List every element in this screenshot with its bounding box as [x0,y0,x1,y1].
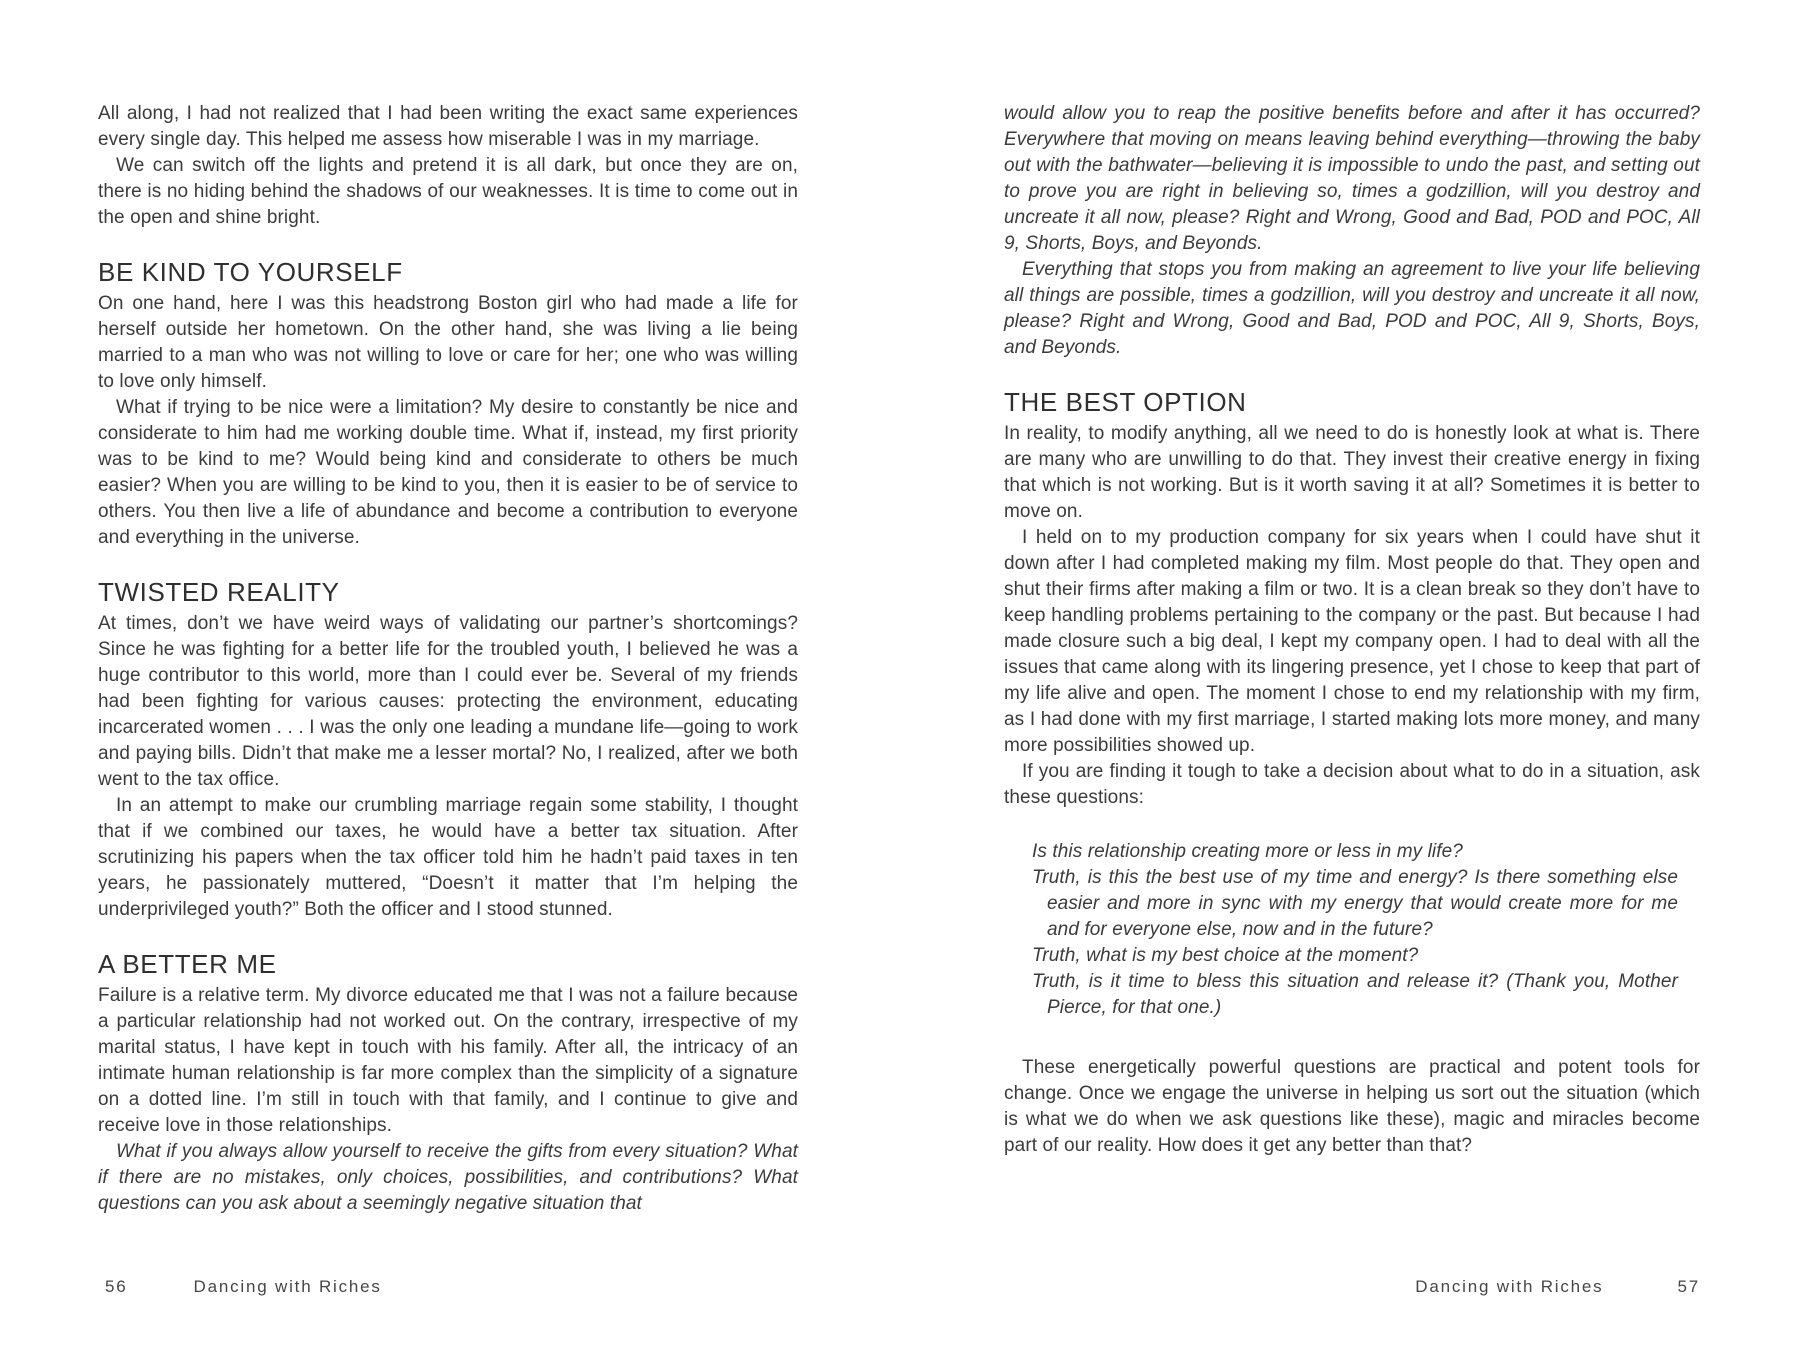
running-title: Dancing with Riches [1415,1277,1604,1296]
paragraph: At times, don’t we have weird ways of validating our partner’s shortcomings? Since he was fighting for a better life for the troubled youth, I believed he was a huge contributor to this world, more than I could ever be. Several of my friends had been fighting for various causes: protecting the environment, educating incarcerated women . . . I was the only one leading a mundane life—going to work and paying bills. Didn’t that make me a lesser mortal? No, I realized, after we both went to the tax office. [98,613,798,790]
paragraph: What if trying to be nice were a limitation? My desire to constantly be nice and considerate to him had me working double time. What if, instead, my first priority was to be kind to me? Would being kind and considerate to others be much easier? When you are willing to be kind to you, then it is easier to be of service to others. You then live a life of abundance and become a contribution to everyone and everything in the universe. [98,397,798,548]
paragraph: Failure is a relative term. My divorce educated me that I was not a failure because a particular relationship had not worked out. On the contrary, irrespective of my marital status, I have kept in touch with his family. After all, the intricacy of an intimate human relationship is far more complex than the simplicity of a signature on a dotted line. I’m still in touch with that family, and I continue to give and receive love in those relationships. [98,985,798,1136]
paragraph: Everything that stops you from making an agreement to live your life believing all things are possible, times a godzillion, will you destroy and uncreate it all now, please? Right and Wrong, Good and Bad, POD and POC, All 9, Shorts, Boys, and Beyonds. [1004,259,1700,358]
question-list [1004,839,1700,1021]
question-item: Truth, what is my best choice at the moment? [1032,945,1419,966]
paragraph: I held on to my production company for six years when I could have shut it down after I had completed making my film. Most people do that. They open and shut their firms after making a film or two. It is a clean break so they don’t have to keep handling problems pertaining to the company or the past. But because I had made closure such a big deal, I kept my company open. I had to deal with all the issues that came along with its lingering presence, yet I chose to keep that part of my life alive and open. The moment I chose to end my relationship with my firm, as I had done with my first marriage, I started making lots more money, and many more possibilities showed up. [1004,527,1700,756]
section-heading: A BETTER ME [98,949,277,979]
paragraph: On one hand, here I was this headstrong Boston girl who had made a life for herself outside her hometown. On the other hand, she was living a lie being married to a man who was not willing to love or care for her; one who was willing to love only himself. [98,293,798,392]
question-item: Truth, is this the best use of my time and energy? Is there something else easier and more in sync with my energy that would create more for me and for everyone else, now and in the future? [1032,867,1678,940]
question-item: Truth, is it time to bless this situation and release it? (Thank you, Mother Pierce, for that one.) [1032,971,1678,1018]
running-title: Dancing with Riches [193,1277,382,1296]
paragraph: would allow you to reap the positive benefits before and after it has occurred? Everywhere that moving on means leaving behind everything—throwing the baby out with the bathwater—believing it is impossible to undo the past, and setting out to prove you are right in believing so, times a godzillion, will you destroy and uncreate it all now, please? Right and Wrong, Good and Bad, POD and POC, All 9, Shorts, Boys, and Beyonds. [1004,103,1700,254]
left-page-number: 56 [105,1277,128,1296]
section-heading: BE KIND TO YOURSELF [98,257,403,287]
paragraph: We can switch off the lights and pretend it is all dark, but once they are on, there is no hiding behind the shadows of our weaknesses. It is time to come out in the open and shine bright. [98,155,798,228]
paragraph: What if you always allow yourself to receive the gifts from every situation? What if there are no mistakes, only choices, possibilities, and contributions? What questions can you ask about a seemingly negative situation that [98,1141,798,1214]
right-page-footer [1004,1277,1700,1297]
right-page-number: 57 [1677,1277,1700,1296]
paragraph: These energetically powerful questions are practical and potent tools for change. Once we engage the universe in helping us sort out the situation (which is what we do when we ask questions like these), magic and miracles become part of our reality. How does it get any better than that? [1004,1057,1700,1156]
section-heading: TWISTED REALITY [98,577,340,607]
left-page-footer [105,1277,382,1297]
paragraph: All along, I had not realized that I had been writing the exact same experiences every single day. This helped me assess how miserable I was in my marriage. [98,103,798,150]
paragraph: In an attempt to make our crumbling marriage regain some stability, I thought that if we combined our taxes, he would have a better tax situation. After scrutinizing his papers when the tax officer told him he hadn’t paid taxes in ten years, he passionately muttered, “Doesn’t it matter that I’m helping the underprivileged youth?” Both the officer and I stood stunned. [98,795,798,920]
right-page-text [1004,101,1700,1159]
left-page-text [98,101,798,1217]
paragraph: In reality, to modify anything, all we need to do is honestly look at what is. There are many who are unwilling to do that. They invest their creative energy in fixing that which is not working. But is it worth saving it at all? Sometimes it is better to move on. [1004,423,1700,522]
paragraph: If you are finding it tough to take a decision about what to do in a situation, ask these questions: [1004,761,1700,808]
question-item: Is this relationship creating more or less in my life? [1032,841,1463,862]
section-heading: THE BEST OPTION [1004,387,1247,417]
